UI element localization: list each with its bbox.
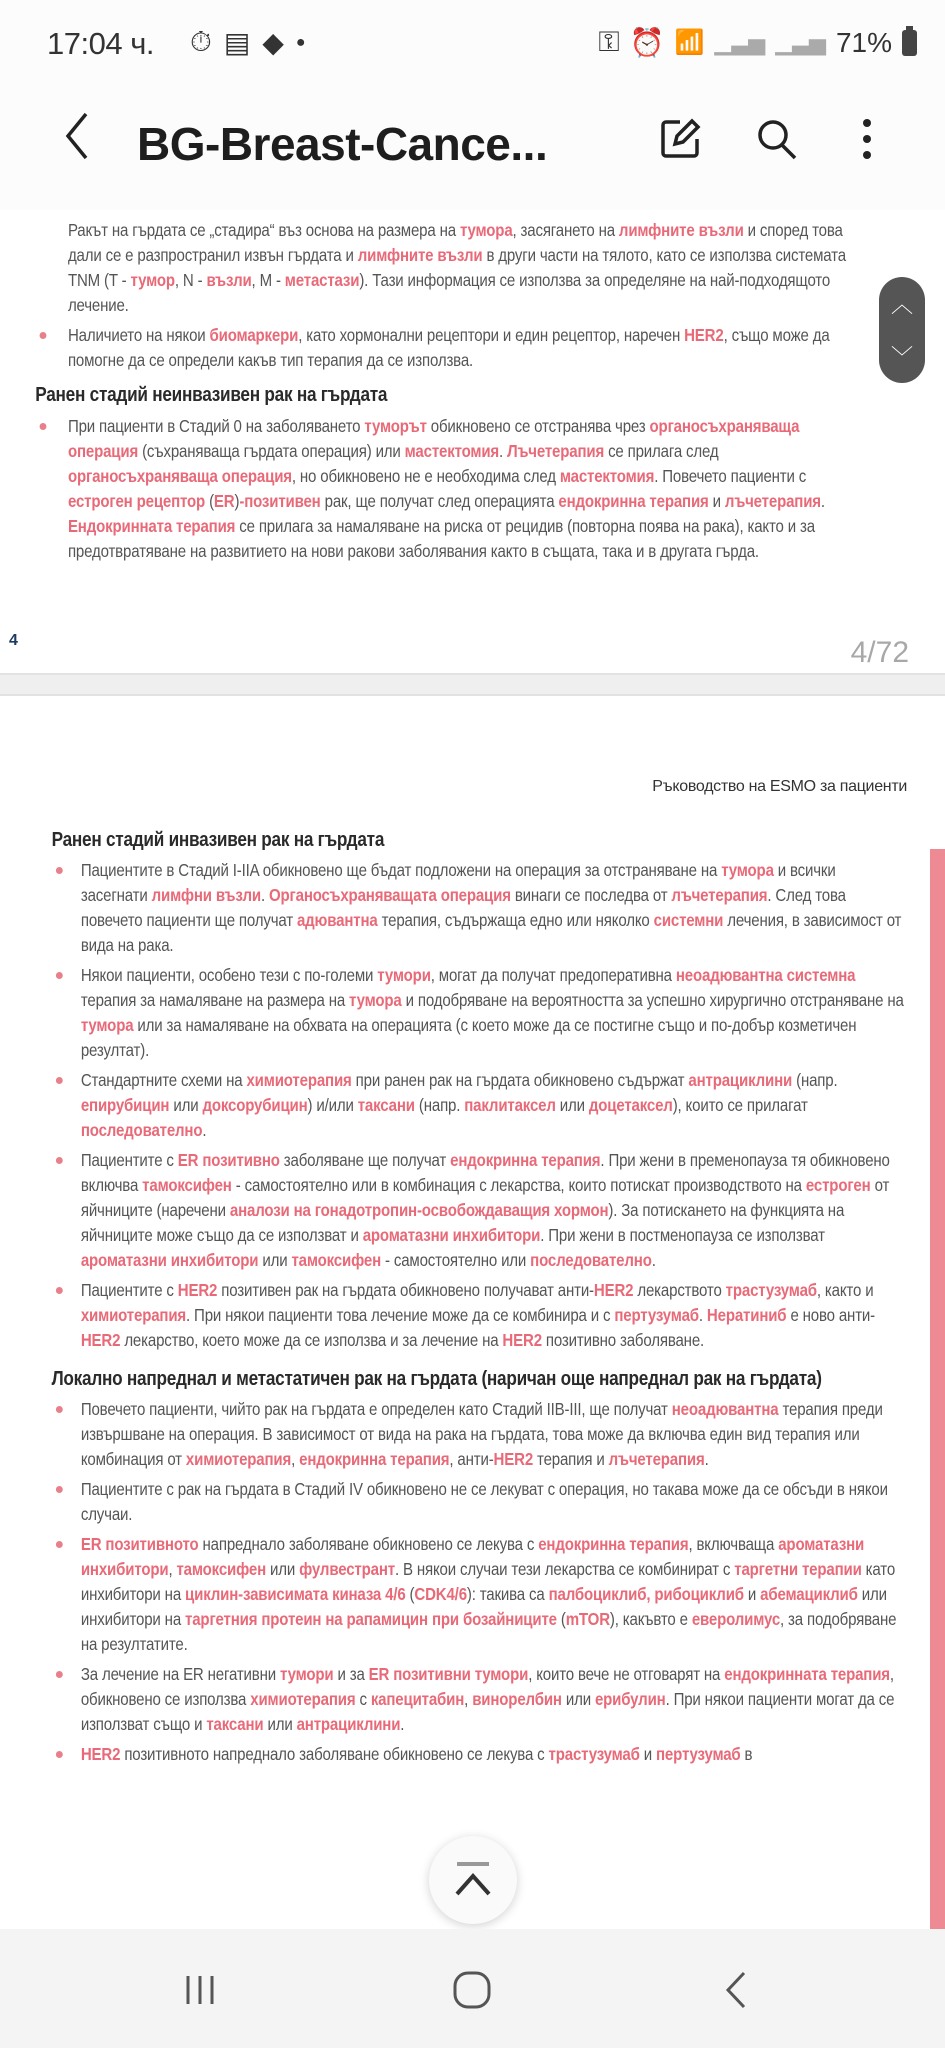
- more-vertical-icon: [861, 117, 873, 161]
- highlighted-term: ендокринна терапия: [450, 1150, 601, 1170]
- text-segment: лечения, в зависимост от вида на рака.: [80, 910, 902, 955]
- battery-icon: [902, 30, 917, 56]
- bullet-icon: [56, 1406, 63, 1413]
- notification-dot-icon: ●: [295, 34, 306, 51]
- text-segment: терапия за намаляване на размера на: [80, 990, 350, 1010]
- text-segment: .: [820, 491, 825, 511]
- highlighted-term: туморът: [364, 416, 427, 436]
- highlighted-term: HER2: [177, 1280, 218, 1300]
- highlighted-term: мастектомия: [404, 441, 500, 461]
- text-segment: позитивно заболяване.: [541, 1330, 705, 1350]
- highlighted-term: HER2: [80, 1330, 121, 1350]
- diamond-icon: ◆: [262, 27, 284, 58]
- bullet-icon: [56, 1671, 63, 1678]
- section-heading: Ранен стадий инвазивен рак на гърдата: [51, 829, 385, 851]
- highlighted-term: тамоксифен: [176, 1559, 267, 1579]
- search-icon: [755, 117, 799, 161]
- text-segment: или: [258, 1250, 292, 1270]
- paragraph: [0, 218, 945, 318]
- highlighted-term: тумора: [80, 1015, 134, 1035]
- text-segment: , могат да получат предоперативна: [430, 965, 676, 985]
- home-button[interactable]: [442, 1965, 502, 2015]
- text-segment: като инхибитори на: [80, 1559, 896, 1604]
- text-segment: - самостоятелно или: [381, 1250, 531, 1270]
- text-segment: , като хормонални рецептори и един рецептор, наречен: [298, 325, 685, 345]
- text-segment: .: [400, 1714, 405, 1734]
- bullet-icon: [56, 1157, 63, 1164]
- text-segment: заболяване ще получат: [279, 1150, 451, 1170]
- timer-icon: ⏱: [190, 26, 212, 57]
- text-segment: и: [743, 1584, 761, 1604]
- highlighted-term: капецитабин: [370, 1689, 465, 1709]
- bullet-item: [0, 1068, 945, 1143]
- more-options-button[interactable]: [842, 114, 892, 164]
- text-segment: Стандартните схеми на: [80, 1070, 247, 1090]
- text-segment: (съхраняваща гърдата операция) или: [138, 441, 405, 461]
- highlighted-term: последователно: [530, 1250, 652, 1270]
- highlighted-term: метастази: [284, 270, 360, 290]
- highlighted-term: доцетаксел: [588, 1095, 673, 1115]
- highlighted-term: HER2: [502, 1330, 542, 1350]
- highlighted-term: циклин-зависимата киназа 4/6: [185, 1584, 406, 1604]
- text-segment: обикновено се отстранява чрез: [426, 416, 650, 436]
- text-segment: , както и: [816, 1280, 874, 1300]
- highlighted-term: Нератиниб: [706, 1305, 787, 1325]
- highlighted-term: антрациклини: [296, 1714, 401, 1734]
- highlighted-term: тамоксифен: [142, 1175, 232, 1195]
- text-segment: или: [561, 1689, 595, 1709]
- bullet-item: [0, 1278, 945, 1353]
- text-segment: или: [555, 1095, 589, 1115]
- text-segment: позитивен рак на гърдата обикновено получават анти-: [217, 1280, 594, 1300]
- document-title: BG-Breast-Cance...: [137, 118, 548, 170]
- scroll-to-top-icon: [451, 1860, 495, 1900]
- scroll-to-top-button[interactable]: [429, 1836, 517, 1924]
- text-segment: в други части на тялото, като се използва системата TNM (T -: [67, 245, 846, 290]
- text-segment: Пациентите с рак на гърдата в Стадий IV обикновено не се лекуват с операция, но такава може да се обсъди в някои случаи.: [80, 1479, 888, 1524]
- text-segment: и всички засегнати: [80, 860, 836, 905]
- highlighted-term: пертузумаб: [656, 1744, 741, 1764]
- highlighted-term: лъчетерапия: [671, 885, 768, 905]
- bullet-item: [0, 858, 945, 958]
- text-segment: .: [202, 1120, 207, 1140]
- recent-apps-button[interactable]: [170, 1965, 230, 2015]
- highlighted-term: Ендокринната терапия: [67, 516, 236, 536]
- page-4-content: [0, 218, 945, 569]
- text-segment: лекарство, което може да се използва и за лечение на: [120, 1330, 503, 1350]
- text-segment: и: [639, 1744, 657, 1764]
- scroll-down-icon[interactable]: ﹀: [890, 345, 913, 370]
- bullet-item: [0, 1148, 945, 1273]
- signal-icon: ▁▃▅: [714, 29, 766, 55]
- highlighted-term: химиотерапия: [246, 1070, 352, 1090]
- page-scroll-control[interactable]: [879, 277, 925, 383]
- text-segment: ), какъвто е: [609, 1609, 692, 1629]
- text-segment: , включваща: [688, 1534, 779, 1554]
- highlighted-term: аналози на гонадотропин-освобождаващия хормон: [229, 1200, 609, 1220]
- highlighted-term: ерибулин: [594, 1689, 666, 1709]
- highlighted-term: възли: [206, 270, 252, 290]
- highlighted-term: mTOR: [565, 1609, 610, 1629]
- highlighted-term: ER: [213, 491, 235, 511]
- text-segment: (напр.: [792, 1070, 838, 1090]
- highlighted-term: HER2: [80, 1744, 121, 1764]
- text-segment: (напр.: [414, 1095, 465, 1115]
- bullet-icon: [56, 1541, 63, 1548]
- highlighted-term: абемациклиб: [760, 1584, 858, 1604]
- text-segment: За лечение на ER негативни: [80, 1664, 280, 1684]
- text-segment: (: [405, 1584, 415, 1604]
- text-segment: се прилага след: [604, 441, 719, 461]
- highlighted-term: химиотерапия: [250, 1689, 356, 1709]
- highlighted-term: ароматазни инхибитори: [80, 1534, 865, 1579]
- navigation-bar: [0, 1929, 945, 2048]
- bullet-item: [0, 1397, 945, 1472]
- text-segment: , които вече не отговарят на: [528, 1664, 725, 1684]
- highlighted-term: CDK4/6: [414, 1584, 467, 1604]
- text-segment: , анти-: [449, 1449, 494, 1469]
- highlighted-term: тумори: [377, 965, 431, 985]
- text-segment: или: [263, 1714, 297, 1734]
- text-segment: или: [266, 1559, 300, 1579]
- text-segment: и: [708, 491, 725, 511]
- text-segment: , засягането на: [512, 220, 619, 240]
- bullet-item: [0, 1532, 945, 1657]
- text-segment: (: [205, 491, 214, 511]
- text-segment: . След това повечето пациенти ще получат: [80, 885, 846, 930]
- text-segment: Пациентите в Стадий I-IIA обикновено ще бъдат подложени на операция за отстраняване на: [80, 860, 722, 880]
- bullet-item: [0, 1477, 945, 1527]
- bullet-icon: [56, 1486, 63, 1493]
- highlighted-term: лъчетерапия: [724, 491, 821, 511]
- highlighted-term: тумор: [130, 270, 175, 290]
- bullet-item: [0, 414, 945, 564]
- highlighted-term: антрациклини: [688, 1070, 793, 1090]
- highlighted-term: неоадювантна: [671, 1399, 779, 1419]
- text-segment: Повечето пациенти, чийто рак на гърдата е определен като Стадий IIB-III, ще получат: [80, 1399, 672, 1419]
- text-segment: . Повечето пациенти с: [654, 466, 807, 486]
- highlighted-term: мастектомия: [559, 466, 655, 486]
- highlighted-term: палбоциклиб, рибоциклиб: [548, 1584, 744, 1604]
- text-segment: рак, ще получат след операцията: [320, 491, 559, 511]
- highlighted-term: органосъхраняваща операция: [67, 466, 292, 486]
- bullet-icon: [40, 423, 47, 430]
- text-segment: се прилага за намаляване на риска от рецидив (повторна поява на рака), както и за предотвратяване на развитието на нови ракови заболявания както в същата, така и в другата гърда.: [67, 516, 815, 561]
- text-segment: или инхибитори на: [80, 1584, 887, 1629]
- highlighted-term: фулвестрант: [299, 1559, 395, 1579]
- text-segment: ) и/или: [307, 1095, 358, 1115]
- text-segment: позитивното напреднало заболяване обикновено се лекува с: [120, 1744, 549, 1764]
- highlighted-term: ароматазни инхибитори: [80, 1250, 259, 1270]
- bullet-icon: [56, 867, 63, 874]
- text-segment: ,: [168, 1559, 177, 1579]
- text-segment: ). Тази информация се използва за определяне на най-подходящото лечение.: [67, 270, 831, 315]
- highlighted-term: химиотерапия: [80, 1305, 187, 1325]
- home-icon: [452, 1970, 492, 2010]
- highlighted-term: тумора: [349, 990, 402, 1010]
- highlighted-term: тумора: [721, 860, 774, 880]
- vpn-key-icon: ⚿: [598, 26, 620, 57]
- status-bar: [0, 0, 945, 92]
- highlighted-term: ароматазни инхибитори: [362, 1225, 541, 1245]
- bullet-icon: [56, 1077, 63, 1084]
- bullet-icon: [56, 972, 63, 979]
- text-segment: в: [740, 1744, 753, 1764]
- text-segment: Пациентите с: [80, 1150, 178, 1170]
- chevron-left-icon: [724, 1970, 748, 2010]
- highlighted-term: лимфни възли: [151, 885, 261, 905]
- highlighted-term: пертузумаб: [614, 1305, 699, 1325]
- text-segment: от яйчниците (наречени: [80, 1175, 890, 1220]
- text-segment: Някои пациенти, особено тези с по-големи: [80, 965, 378, 985]
- text-segment: с: [355, 1689, 371, 1709]
- text-segment: Пациентите с: [80, 1280, 178, 1300]
- text-segment: напреднало заболяване обикновено се лекува с: [198, 1534, 539, 1554]
- highlighted-term: естроген: [805, 1175, 871, 1195]
- running-header: Ръководство на ESMO за пациенти: [652, 778, 907, 795]
- highlighted-term: трастузумаб: [548, 1744, 640, 1764]
- text-segment: и според това дали се е разпространил извън гърдата и: [67, 220, 843, 265]
- highlighted-term: ендокринната терапия: [724, 1664, 890, 1684]
- highlighted-term: лимфните възли: [618, 220, 744, 240]
- wifi-icon: 📶: [674, 29, 705, 56]
- bullet-icon: [56, 1751, 63, 1758]
- bullet-item: [0, 1742, 945, 1767]
- highlighted-term: тумори: [279, 1664, 334, 1684]
- highlighted-term: системни: [653, 910, 724, 930]
- text-segment: Наличието на някои: [67, 325, 210, 345]
- text-segment: е ново анти-: [786, 1305, 875, 1325]
- text-segment: , за подобряване на резултатите.: [80, 1609, 897, 1654]
- text-segment: , но обикновено не е необходима след: [291, 466, 560, 486]
- text-segment: или: [169, 1095, 203, 1115]
- bullet-item: [0, 1662, 945, 1737]
- text-segment: терапия, съдържаща едно или няколко: [377, 910, 654, 930]
- text-segment: при ранен рак на гърдата обикновено съдържат: [351, 1070, 689, 1090]
- highlighted-term: естроген рецептор: [67, 491, 206, 511]
- text-segment: лекарството: [633, 1280, 726, 1300]
- highlighted-term: химиотерапия: [185, 1449, 292, 1469]
- text-segment: .: [499, 441, 508, 461]
- search-button[interactable]: [752, 114, 802, 164]
- highlighted-term: таксани: [357, 1095, 415, 1115]
- text-segment: .: [651, 1250, 656, 1270]
- highlighted-term: HER2: [684, 325, 724, 345]
- text-segment: .: [698, 1305, 707, 1325]
- text-segment: ,: [464, 1689, 473, 1709]
- text-segment: При пациенти в Стадий 0 на заболяването: [67, 416, 365, 436]
- edit-icon: [658, 117, 702, 161]
- highlighted-term: еверолимус: [691, 1609, 781, 1629]
- text-segment: ): [234, 491, 240, 511]
- text-segment: . При някои пациенти това лечение може да се комбинира и с: [186, 1305, 615, 1325]
- bullet-icon: [56, 1287, 63, 1294]
- highlighted-term: лъчетерапия: [608, 1449, 705, 1469]
- text-segment: ). За потискането на функцията на яйчниците може също да се използват и: [80, 1200, 845, 1245]
- highlighted-term: таргетния протеин на рапамицин при бозайниците: [185, 1609, 557, 1629]
- highlighted-term: таксани: [206, 1714, 264, 1734]
- text-segment: , обикновено се използва: [80, 1664, 894, 1709]
- page-number: 4: [9, 632, 18, 649]
- highlighted-term: доксорубицин: [202, 1095, 308, 1115]
- text-segment: (: [556, 1609, 566, 1629]
- text-segment: , M -: [251, 270, 285, 290]
- highlighted-term: Лъчетерапия: [507, 441, 605, 461]
- text-segment: , също може да помогне да се определи какъв тип терапия да се използва.: [67, 325, 830, 370]
- back-nav-button[interactable]: [706, 1965, 766, 2015]
- app-bar: [0, 92, 945, 210]
- highlighted-term: -позитивен: [239, 491, 321, 511]
- text-segment: ): такива са: [466, 1584, 549, 1604]
- text-segment: . При някои пациенти могат да се използват също и: [80, 1689, 895, 1734]
- text-segment: - самостоятелно или в комбинация с лекарства, които потискат производството на: [231, 1175, 806, 1195]
- signal-icon-2: ▁▃▅: [775, 29, 826, 55]
- highlighted-term: HER2: [593, 1280, 634, 1300]
- highlighted-term: органосъхраняваща операция: [67, 416, 800, 461]
- highlighted-term: епирубицин: [80, 1095, 170, 1115]
- section-heading: Ранен стадий неинвазивен рак на гърдата: [35, 384, 388, 406]
- highlighted-term: ендокринна терапия: [538, 1534, 689, 1554]
- highlighted-term: Органосъхраняващата операция: [268, 885, 511, 905]
- text-segment: . При жени в постменопауза се използват: [540, 1225, 825, 1245]
- highlighted-term: ендокринна терапия: [558, 491, 709, 511]
- highlighted-term: тумора: [459, 220, 513, 240]
- status-time: 17:04 ч.: [47, 26, 154, 61]
- text-segment: .: [260, 885, 269, 905]
- highlighted-term: ендокринна терапия: [299, 1449, 450, 1469]
- scroll-up-icon[interactable]: ︿: [890, 292, 913, 317]
- highlighted-term: ER позитивно: [177, 1150, 280, 1170]
- bullet-item: [0, 963, 945, 1063]
- edit-button[interactable]: [655, 114, 705, 164]
- page-separator: [0, 673, 945, 696]
- recent-apps-icon: [183, 1973, 217, 2007]
- highlighted-term: винорелбин: [472, 1689, 562, 1709]
- highlighted-term: ER позитивното: [80, 1534, 199, 1554]
- page-counter: 4/72: [850, 636, 909, 669]
- chevron-left-icon: [62, 110, 92, 162]
- highlighted-term: адювантна: [296, 910, 378, 930]
- highlighted-term: лимфните възли: [357, 245, 483, 265]
- back-button[interactable]: [62, 110, 92, 174]
- text-segment: винаги се последва от: [510, 885, 672, 905]
- bullet-icon: [40, 332, 47, 339]
- highlighted-term: HER2: [493, 1449, 534, 1469]
- text-segment: Ракът на гърдата се „стадира“ въз основа на размера на: [67, 220, 460, 240]
- section-heading: Локално напреднал и метастатичен рак на гърдата (наричан още напреднал рак на гърдата): [51, 1368, 822, 1390]
- calendar-icon: ▤: [223, 27, 251, 58]
- text-segment: .: [704, 1449, 709, 1469]
- text-segment: ), които се прилагат: [672, 1095, 808, 1115]
- highlighted-term: неоадювантна системна: [675, 965, 856, 985]
- text-segment: . При жени в пременопауза тя обикновено включва: [80, 1150, 890, 1195]
- text-segment: терапия и: [533, 1449, 609, 1469]
- battery-percent: 71%: [835, 26, 892, 58]
- page-5-content: [0, 826, 945, 1772]
- highlighted-term: тамоксифен: [291, 1250, 382, 1270]
- text-segment: или за намаляване на обхвата на операцията (с което може да се постигне също и по-добър козметичен резултат).: [80, 1015, 857, 1060]
- text-segment: терапия преди извършване на операция. В зависимост от вида на рака на гърдата, това може да включва един вид терапия или комбинация от: [80, 1399, 883, 1469]
- highlighted-term: таргетни терапии: [734, 1559, 862, 1579]
- bullet-item: [0, 323, 945, 373]
- highlighted-term: паклитаксел: [464, 1095, 556, 1115]
- highlighted-term: трастузумаб: [725, 1280, 817, 1300]
- highlighted-term: биомаркери: [209, 325, 299, 345]
- alarm-icon: ⏰: [629, 27, 665, 58]
- text-segment: , N -: [174, 270, 207, 290]
- text-segment: . В някои случаи тези лекарства се комбинират с: [394, 1559, 735, 1579]
- text-segment: и за: [333, 1664, 369, 1684]
- text-segment: ,: [291, 1449, 300, 1469]
- highlighted-term: ER позитивни тумори: [368, 1664, 529, 1684]
- highlighted-term: последователно: [80, 1120, 203, 1140]
- text-segment: и подобряване на вероятността за успешно хирургично отстраняване на: [401, 990, 904, 1010]
